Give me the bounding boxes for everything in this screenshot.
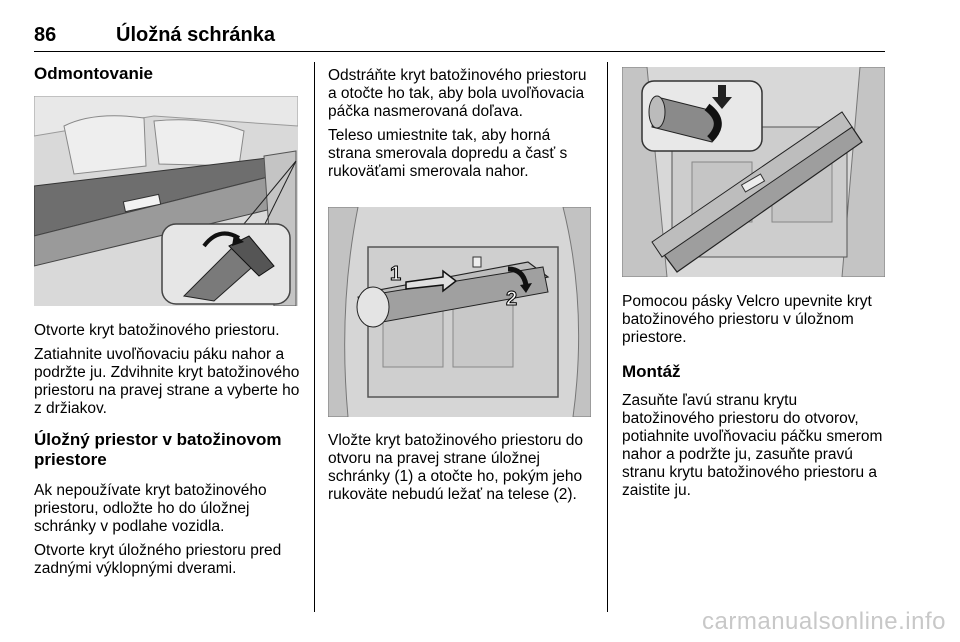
column-1-body — [34, 322, 302, 578]
callout-2: 2 — [506, 288, 518, 310]
illustration-velcro-strap — [622, 67, 885, 277]
paragraph: Zasuňte ľavú stranu krytu batožinového priestoru do otvorov, potiahnite uvoľňovaciu páčku smerom nahor a podržte ju, zasuňte pravú stranu krytu batožinového priestoru a zaistite ju. — [622, 392, 883, 499]
column-1 — [34, 64, 302, 84]
subheading-storage: Úložný priestor v batožinovom priestore — [34, 430, 282, 469]
column-divider-1 — [314, 62, 315, 612]
column-2 — [328, 67, 594, 181]
paragraph: Otvorte kryt batožinového priestoru. — [34, 322, 280, 339]
paragraph: Otvorte kryt úložného priestoru pred zadnými výklopnými dverami. — [34, 542, 282, 577]
column-divider-2 — [607, 62, 608, 612]
column-2-body — [328, 432, 594, 504]
page-number: 86 — [34, 24, 57, 46]
callout-1: 1 — [390, 263, 402, 285]
paragraph: Pomocou pásky Velcro upevnite kryt batožinového priestoru v úložnom priestore. — [622, 293, 872, 346]
paragraph: Vložte kryt batožinového priestoru do otvoru na pravej strane úložnej schránky (1) a otočte ho, pokým jeho rukoväte nebudú ležať na telese (2). — [328, 432, 584, 503]
paragraph: Teleso umiestnite tak, aby horná strana smerovala dopredu a časť s rukoväťami smerovala nahor. — [328, 127, 568, 180]
section-title-installation: Montáž — [622, 362, 681, 381]
column-3-body — [622, 293, 888, 500]
header-divider — [34, 51, 885, 52]
section-title-removal: Odmontovanie — [34, 64, 154, 83]
page-title: Úložná schránka — [116, 24, 275, 46]
watermark: carmanualsonline.info — [702, 608, 946, 635]
illustration-remove-cover — [34, 96, 298, 306]
illustration-insert-cover — [328, 207, 591, 417]
paragraph: Odstráňte kryt batožinového priestoru a otočte ho tak, aby bola uvoľňovacia páčka nasmerovaná doľava. — [328, 67, 587, 120]
paragraph: Zatiahnite uvoľňovaciu páku nahor a podržte ju. Zdvihnite kryt batožinového priestoru na pravej strane a vyberte ho z držiakov. — [34, 346, 300, 417]
paragraph: Ak nepoužívate kryt batožinového priestoru, odložte ho do úložnej schránky v podlahe vozidla. — [34, 482, 267, 535]
